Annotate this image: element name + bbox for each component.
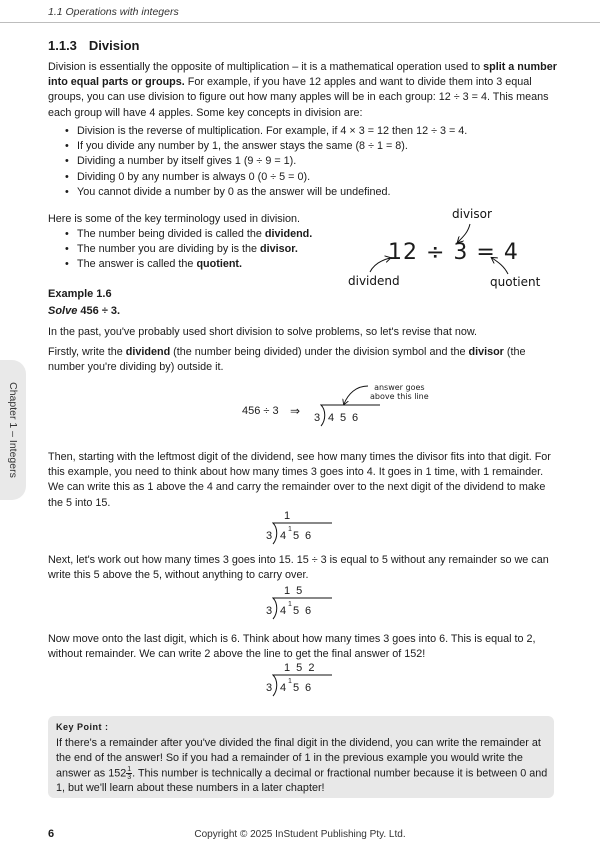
long-division-step-3 [266,662,346,702]
term-text: The number being divided is called the [77,228,265,240]
dividend-digit: 5 [293,605,300,617]
p2-text: Firstly, write the [48,346,126,358]
solve-expression: 456 ÷ 3. [80,305,121,317]
p2-text: (the number being divided) under the division symbol and the [170,346,469,358]
dividend-digit: 4 [328,412,335,424]
dividend-digit: 4 [280,682,287,694]
example-solve [48,305,120,317]
dividend-label: dividend [348,274,400,288]
divisor: 3 [266,605,273,617]
p2-bold: dividend [125,346,171,358]
fraction-numerator: 1 [127,765,132,773]
key-point-text-b: . This number is technically a decimal or fractional number because it is between 0 and 1, but we'll learn about these numbers in a later chapter! [56,766,548,794]
terminology-list [62,227,362,273]
annotation-line: answer goes [374,383,425,392]
running-head: 1.1 Operations with integers [48,6,179,18]
dividend-arrow [370,258,390,272]
key-point-box [48,716,554,798]
list-item: • If you divide any number by 1, the answer stays the same (8 ÷ 1 = 8). [62,139,562,154]
divisor: 3 [314,412,321,424]
dividend-digit: 5 [340,412,347,424]
annotation-line: above this line [370,392,429,401]
example-paragraph-5: Now move onto the last digit, which is 6. Think about how many times 3 goes into 6. This is equal to 2, without remainder. We can write 2 above the line to get the final answer of 152! [48,633,536,661]
intro-paragraph [48,60,560,121]
carry-digit: 1 [288,526,292,533]
long-division-step-1 [266,510,346,550]
long-division-step-2 [266,585,346,625]
key-point-title: Key Point : [56,722,109,732]
dividend-digit: 5 [293,530,300,542]
divisor: 3 [266,682,273,694]
key-point-text [56,736,548,796]
dividend-digit: 4 [280,530,287,542]
term-bold: divisor. [260,243,298,256]
example-paragraph-1: In the past, you've probably used short division to solve problems, so let's revise that now. [48,326,478,338]
term-text: The number you are dividing by is the [77,243,261,256]
quotient-label: quotient [490,275,541,289]
section-title [48,38,140,53]
header-rule [0,22,600,23]
quotient: 1 [284,510,291,522]
carry-digit: 1 [288,601,292,608]
example-paragraph-3: Then, starting with the leftmost digit of the dividend, see how many times the divisor fits into that digit. For this example, you need to think about how many times 3 goes into 4. It goes in 1 time, with 1 remainder. We can write this as 1 above the 4 and carry the remainder over to the next digit of the dividend to make the 5 into 15. [48,451,551,509]
quotient: 1 5 2 [284,662,315,674]
list-item [62,257,362,272]
dividend-digit: 6 [352,412,359,424]
carry-digit: 1 [288,678,292,685]
list-item: • Division is the reverse of multiplication. For example, if 4 × 3 = 12 then 12 ÷ 3 = 4. [62,124,562,139]
long-division-setup [314,406,394,436]
footer-copyright: Copyright © 2025 InStudent Publishing Pty. Ltd. [194,829,406,840]
setup-arrow: ⇒ [290,404,301,418]
quotient-arrow [492,258,508,274]
intro-text-2: For example, if you have 12 apples and want to divide them into 3 equal groups, you can use division to figure out how many apples will be in each group: 12 ÷ 3 = 4. This means each group will have 4 apples. Some key concepts in division are: [48,76,549,119]
side-tab-label: Chapter 1 – Integers [7,382,19,478]
divisor: 3 [266,530,273,542]
chapter-side-tab [0,360,26,500]
fraction-denominator: 3 [127,773,132,781]
setup-expression: 456 ÷ 3 [242,405,279,417]
intro-bold: split a number into equal parts or groups. [48,61,557,89]
quotient: 1 5 [284,585,303,597]
p2-text: (the number you're dividing by) outside it. [48,346,526,374]
key-point-text-a: If there's a remainder after you've divided the final digit in the dividend, you can write the remainder at the end of the answer! So if you had a remainder of 1 in the previous example you would write the answer as 152 [56,737,541,779]
terminology-arrows [330,200,570,295]
dividend-digit: 6 [305,682,312,694]
example-title: Example 1.6 [48,288,112,300]
solve-label: Solve [48,305,78,317]
terminology-intro: Here is some of the key terminology used in division. [48,213,301,225]
list-item: • Dividing 0 by any number is always 0 (0 ÷ 5 = 0). [62,170,562,185]
dividend-digit: 6 [305,605,312,617]
dividend-digit: 5 [293,682,300,694]
page-number: 6 [48,828,55,840]
intro-text-1: Division is essentially the opposite of multiplication – it is a mathematical operation used to [48,61,484,73]
dividend-digit: 6 [305,530,312,542]
concepts-list [62,124,562,200]
section-number: 1.1.3 [48,38,77,53]
term-bold: dividend. [264,228,313,240]
list-item: • Dividing a number by itself gives 1 (9 ÷ 9 = 1). [62,154,562,169]
divisor-arrow [458,224,470,242]
equation: 12 ÷ 3 = 4 [388,240,519,265]
dividend-digit: 4 [280,605,287,617]
list-item [62,242,362,257]
term-bold: quotient. [196,258,243,271]
list-item: • You cannot divide a number by 0 as the answer will be undefined. [62,185,562,200]
term-text: The answer is called the [77,258,197,271]
example-paragraph-4: Next, let's work out how many times 3 goes into 15. 15 ÷ 3 is equal to 5 without any remainder so we can write this 5 above the 5, without anything to carry over. [48,554,549,582]
list-item [62,227,362,242]
example-paragraph-2 [48,345,560,375]
section-title-text: Division [88,38,140,53]
divisor-label: divisor [452,207,492,221]
p2-bold: divisor [468,346,504,358]
